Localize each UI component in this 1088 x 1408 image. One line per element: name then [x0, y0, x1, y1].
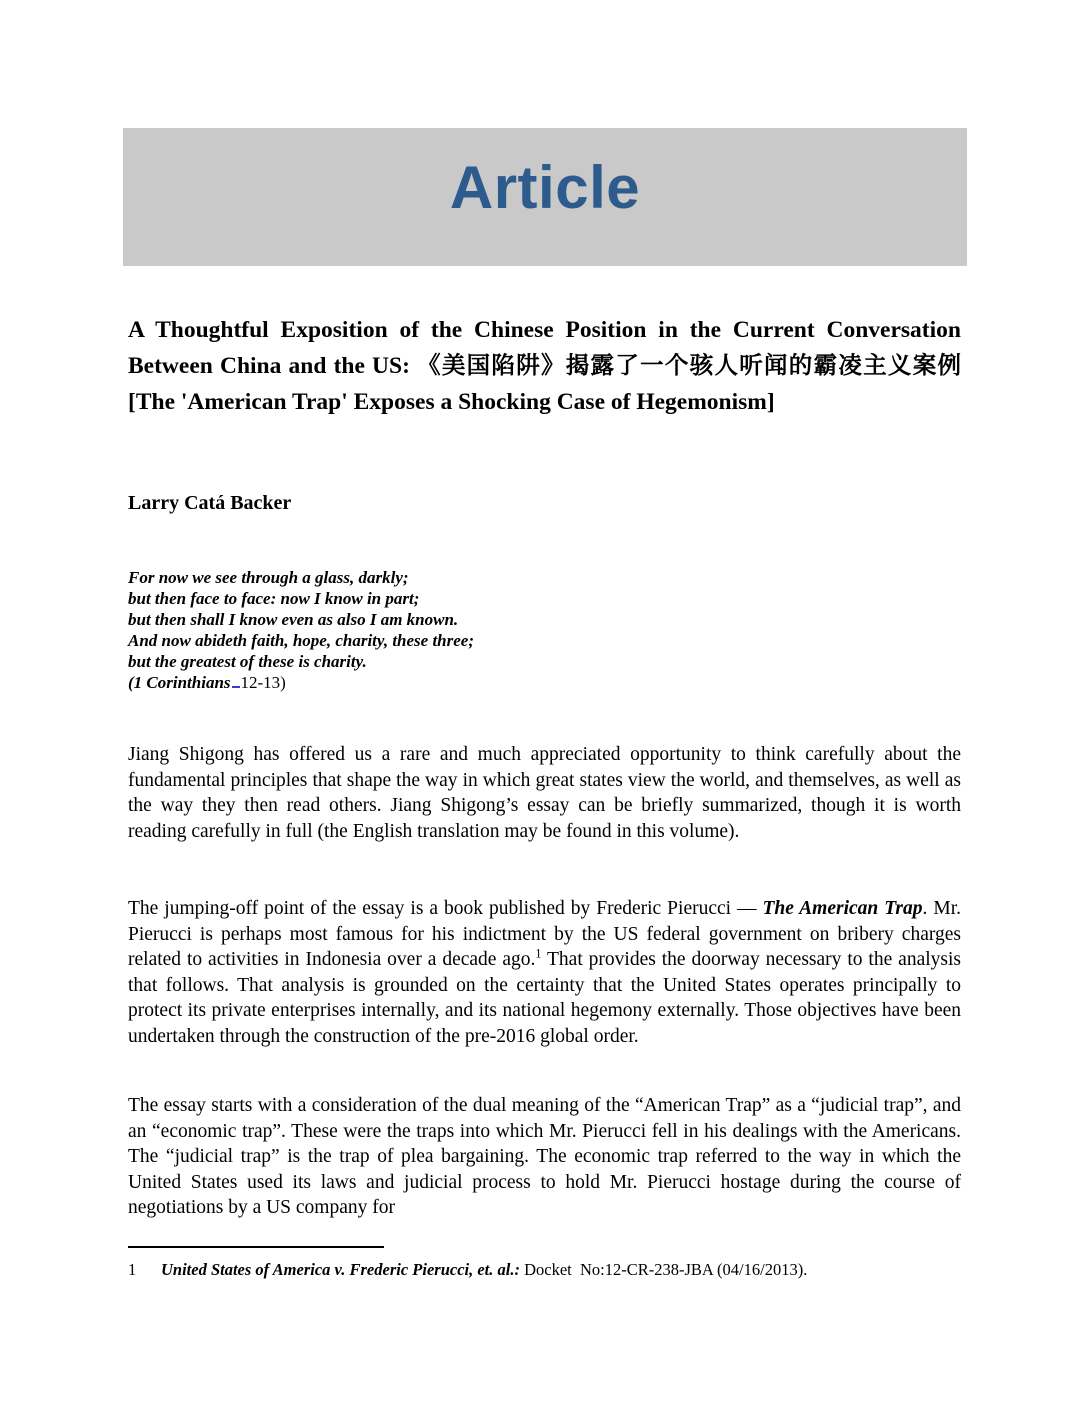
- epigraph-line: but then shall I know even as also I am known.: [128, 610, 459, 629]
- article-title: A Thoughtful Exposition of the Chinese Position in the Current Conversation Between China and the US: 《美国陷阱》揭露了一个骇人听闻的霸凌主义案例 [The 'American Trap' Exposes a Shocking Case of Hegemonism]: [128, 317, 961, 415]
- epigraph: [128, 567, 688, 693]
- epigraph-line: but then face to face: now I know in part;: [128, 589, 420, 608]
- paragraph-1: Jiang Shigong has offered us a rare and much appreciated opportunity to think carefully about the fundamental principles that shape the way in which great states view the world, and themselves, as well as the way they then read others. Jiang Shigong’s essay can be briefly summarized, though it is worth reading carefully in full (the English translation may be found in this volume).: [128, 744, 961, 842]
- epigraph-citation: [128, 672, 688, 693]
- banner-title: Article: [449, 153, 641, 221]
- epigraph-lines: [128, 567, 688, 672]
- footnote-separator: [128, 1246, 384, 1248]
- epigraph-line: And now abideth faith, hope, charity, these three;: [128, 631, 475, 650]
- article-banner: [123, 128, 967, 266]
- footnote-text: United States of America v. Frederic Pierucci, et. al.: Docket No:12-CR-238-JBA (04/16/2013).: [161, 1260, 808, 1279]
- link-underline: [232, 674, 240, 688]
- citation-source: (1 Corinthians: [128, 673, 231, 692]
- epigraph-line: For now we see through a glass, darkly;: [128, 568, 409, 587]
- epigraph-line: but the greatest of these is charity.: [128, 652, 367, 671]
- citation-verses: 12-13): [240, 673, 286, 692]
- paragraph-3: The essay starts with a consideration of the dual meaning of the “American Trap” as a “judicial trap”, and an “economic trap”. These were the traps into which Mr. Pierucci fell in his dealings with the Americans. The “judicial trap” is the trap of plea bargaining. The economic trap referred to the way in which the United States used its laws and judicial process to hold Mr. Pierucci hostage during the course of negotiations by a US company for: [128, 1095, 961, 1218]
- footnote-number: 1: [128, 1260, 137, 1279]
- footnote: [128, 1259, 961, 1280]
- paragraph-2: The jumping-off point of the essay is a book published by Frederic Pierucci — The American Trap. Mr. Pierucci is perhaps most famous for his indictment by the US federal government on bribery charges related to activities in Indonesia over a decade ago.$^1$ That provides the doorway necessary to the analysis that follows. That analysis is grounded on the certainty that the United States operates principally to protect its private enterprises internally, and its national hegemony externally. Those objectives have been undertaken through the construction of the pre-2016 global order.: [128, 898, 961, 1047]
- author-name: Larry Catá Backer: [128, 492, 292, 514]
